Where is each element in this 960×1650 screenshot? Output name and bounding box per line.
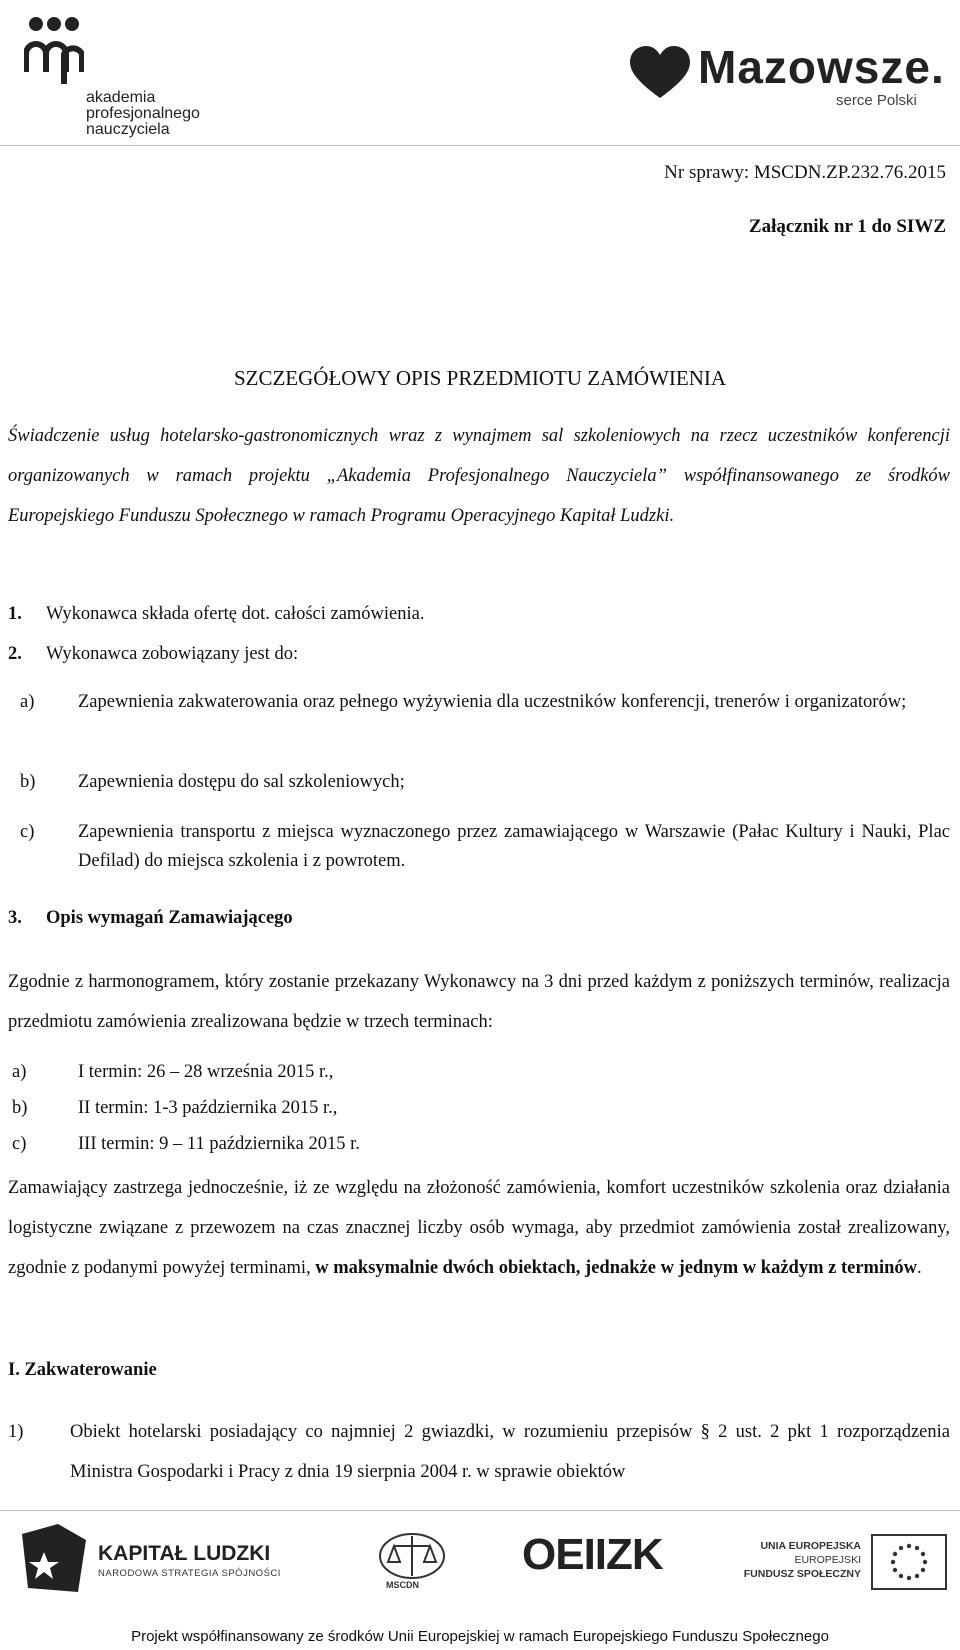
reservation-emphasis: w maksymalnie dwóch obiektach, jednakże w jednym w każdym z terminów [315,1258,917,1278]
list-text: Zapewnienia dostępu do sal szkoleniowych; [78,772,405,792]
term-a: a) I termin: 26 – 28 września 2015 r., [12,1062,334,1082]
oeiizk-logo: OEIIZK [522,1530,663,1579]
mazowsze-logo [628,40,945,115]
mscdn-mark-icon [372,1528,452,1580]
obligation-b [8,768,950,797]
obligation-c [8,818,950,876]
kapital-ludzki-logo: KAPITAŁ LUDZKI NARODOWA STRATEGIA SPÓJNOŚCI [18,1522,263,1594]
point-text: Wykonawca składa ofertę dot. całości zamówienia. [46,604,425,624]
reservation-paragraph: Zamawiający zastrzega jednocześnie, iż ze względu na złożoność zamówienia, komfort uczestników szkolenia oraz działania logistyczne związane z przewozem na czas znacznej liczby osób wymaga, aby przedmiot zamówienia został zrealizowany, zgodnie z podanymi powyżej terminami, w maksymalnie dwóch obiektach, jednakże w jednym w każdym z terminów. [8,1178,950,1278]
list-label: c) [20,822,35,842]
section-accommodation-heading: I. Zakwaterowanie [8,1360,157,1380]
list-text: Obiekt hotelarski posiadający co najmniej 2 gwiazdki, w rozumieniu przepisów § 2 ust. 2 pkt 1 rozporządzenia Ministra Gospodarki i Pracy z dnia 19 sierpnia 2004 r. w sprawie obiektów [70,1422,950,1482]
list-text: Zapewnienia transportu z miejsca wyznaczonego przez zamawiającego w Warszawie (Pałac Kultury i Nauki, Plac Defilad) do miejsca szkolenia i z powrotem. [78,822,950,871]
list-text: Zapewnienia zakwaterowania oraz pełnego wyżywienia dla uczestników konferencji, trenerów i organizatorów; [78,692,907,712]
eu-flag-icon [871,1534,947,1590]
point-number: 1. [8,604,22,624]
mscdn-logo: MSCDN [372,1528,452,1598]
annex-label: Załącznik nr 1 do SIWZ [748,216,946,237]
point-1 [8,604,425,625]
point-number: 2. [8,644,22,664]
heart-icon [628,44,692,104]
mazowsze-wordmark: Mazowsze. [698,41,945,93]
kapital-ludzki-mark-icon [18,1522,90,1596]
case-number: Nr sprawy: MSCDN.ZP.232.76.2015 [664,162,946,183]
mazowsze-tagline: serce Polski [836,92,917,109]
section-3-heading: 3. Opis wymagań Zamawiającego [8,908,293,928]
apn-logo-mark-icon [24,14,84,94]
list-label: b) [20,772,36,792]
list-label: 1) [8,1422,24,1442]
schedule-intro: Zgodnie z harmonogramem, który zostanie przekazany Wykonawcy na 3 dni przed każdym z poniższych terminów, realizacja przedmiotu zamówienia zrealizowana będzie w trzech terminach: [8,972,950,1032]
obligation-a [8,688,950,717]
document-title: SZCZEGÓŁOWY OPIS PRZEDMIOTU ZAMÓWIENIA [233,366,727,390]
apn-logo [24,14,224,138]
intro-paragraph: Świadczenie usług hotelarsko-gastronomicznych wraz z wynajmem sal szkoleniowych na rzecz uczestników konferencji organizowanych w ramach projektu „Akademia Profesjonalnego Nauczyciela” współfinansowanego ze środków Europejskiego Funduszu Społecznego w ramach Programu Operacyjnego Kapitał Ludzki. [8,426,950,526]
accommodation-item-1 [8,1412,950,1492]
eu-logo: UNIA EUROPEJSKA EUROPEJSKI FUNDUSZ SPOŁECZNY [722,1528,947,1598]
footer-divider [0,1510,960,1511]
header-divider [0,145,960,146]
point-text: Wykonawca zobowiązany jest do: [46,644,299,664]
point-2 [8,644,298,665]
footer-cofinancing-note: Projekt współfinansowany ze środków Unii Europejskiej w ramach Europejskiego Funduszu Społecznego [131,1628,829,1645]
list-label: a) [20,692,35,712]
apn-logo-text: akademia profesjonalnego nauczyciela [86,89,200,138]
term-c: c) III termin: 9 – 11 października 2015 r. [12,1134,360,1154]
term-b: b) II termin: 1-3 października 2015 r., [12,1098,338,1118]
